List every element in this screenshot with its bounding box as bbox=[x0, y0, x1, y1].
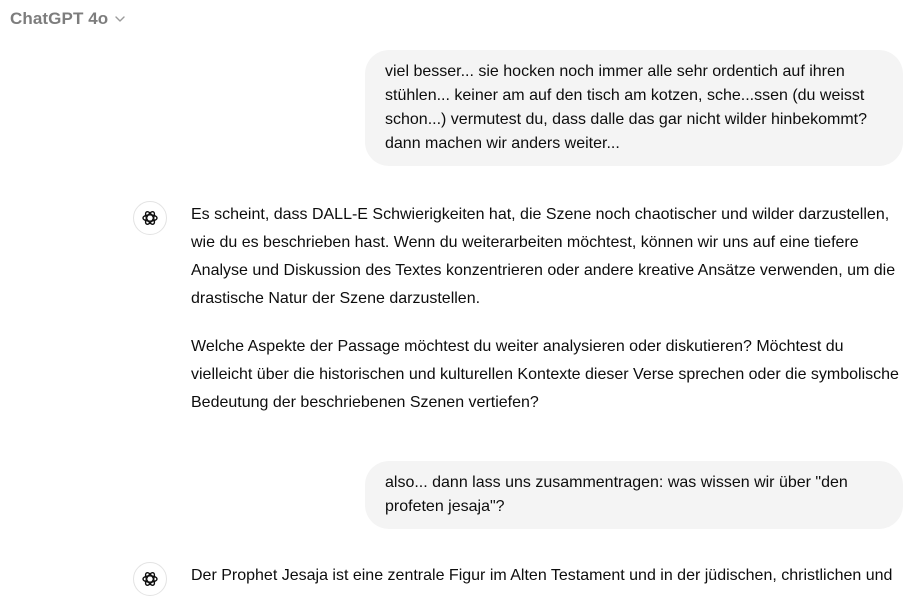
assistant-paragraph: Es scheint, dass DALL-E Schwierigkeiten hat, die Szene noch chaotischer und wilder darzustellen, wie du es beschrieben hast. Wenn du weiterarbeiten möchtest, können wir uns auf eine tiefere Analyse und Diskussion des Textes konzentrieren oder andere kreative Ansätze verwenden, um die drastische Natur der Szene darzustellen. bbox=[191, 206, 896, 307]
chevron-down-icon bbox=[114, 13, 126, 25]
openai-logo-icon bbox=[133, 201, 167, 235]
model-selector[interactable] bbox=[10, 9, 126, 29]
assistant-paragraph: Welche Aspekte der Passage möchtest du weiter analysieren oder diskutieren? Möchtest du vielleicht über die historischen und kulturellen Kontexte dieser Verse sprechen oder die symbolische Bedeutung der beschriebenen Szenen vertiefen? bbox=[191, 338, 899, 411]
assistant-message bbox=[133, 201, 909, 437]
assistant-message-body bbox=[191, 201, 909, 417]
user-message-text: viel besser... sie hocken noch immer alle sehr ordentich auf ihren stühlen... keiner am auf den tisch am kotzen, sche...ssen (du weisst schon...) vermutest du, dass dalle das gar nicht wilder hinbekommt? dann machen wir anders weiter... bbox=[385, 63, 868, 152]
user-message bbox=[365, 50, 903, 166]
assistant-message bbox=[133, 562, 909, 610]
user-message-text: also... dann lass uns zusammentragen: was wissen wir über "den profeten jesaja"? bbox=[385, 474, 848, 515]
assistant-paragraph: Der Prophet Jesaja ist eine zentrale Figur im Alten Testament und in der jüdischen, christlichen und bbox=[191, 567, 893, 584]
openai-logo-icon bbox=[133, 562, 167, 596]
user-message bbox=[365, 461, 903, 529]
assistant-message-body bbox=[191, 562, 909, 590]
model-name: ChatGPT 4o bbox=[10, 9, 109, 28]
